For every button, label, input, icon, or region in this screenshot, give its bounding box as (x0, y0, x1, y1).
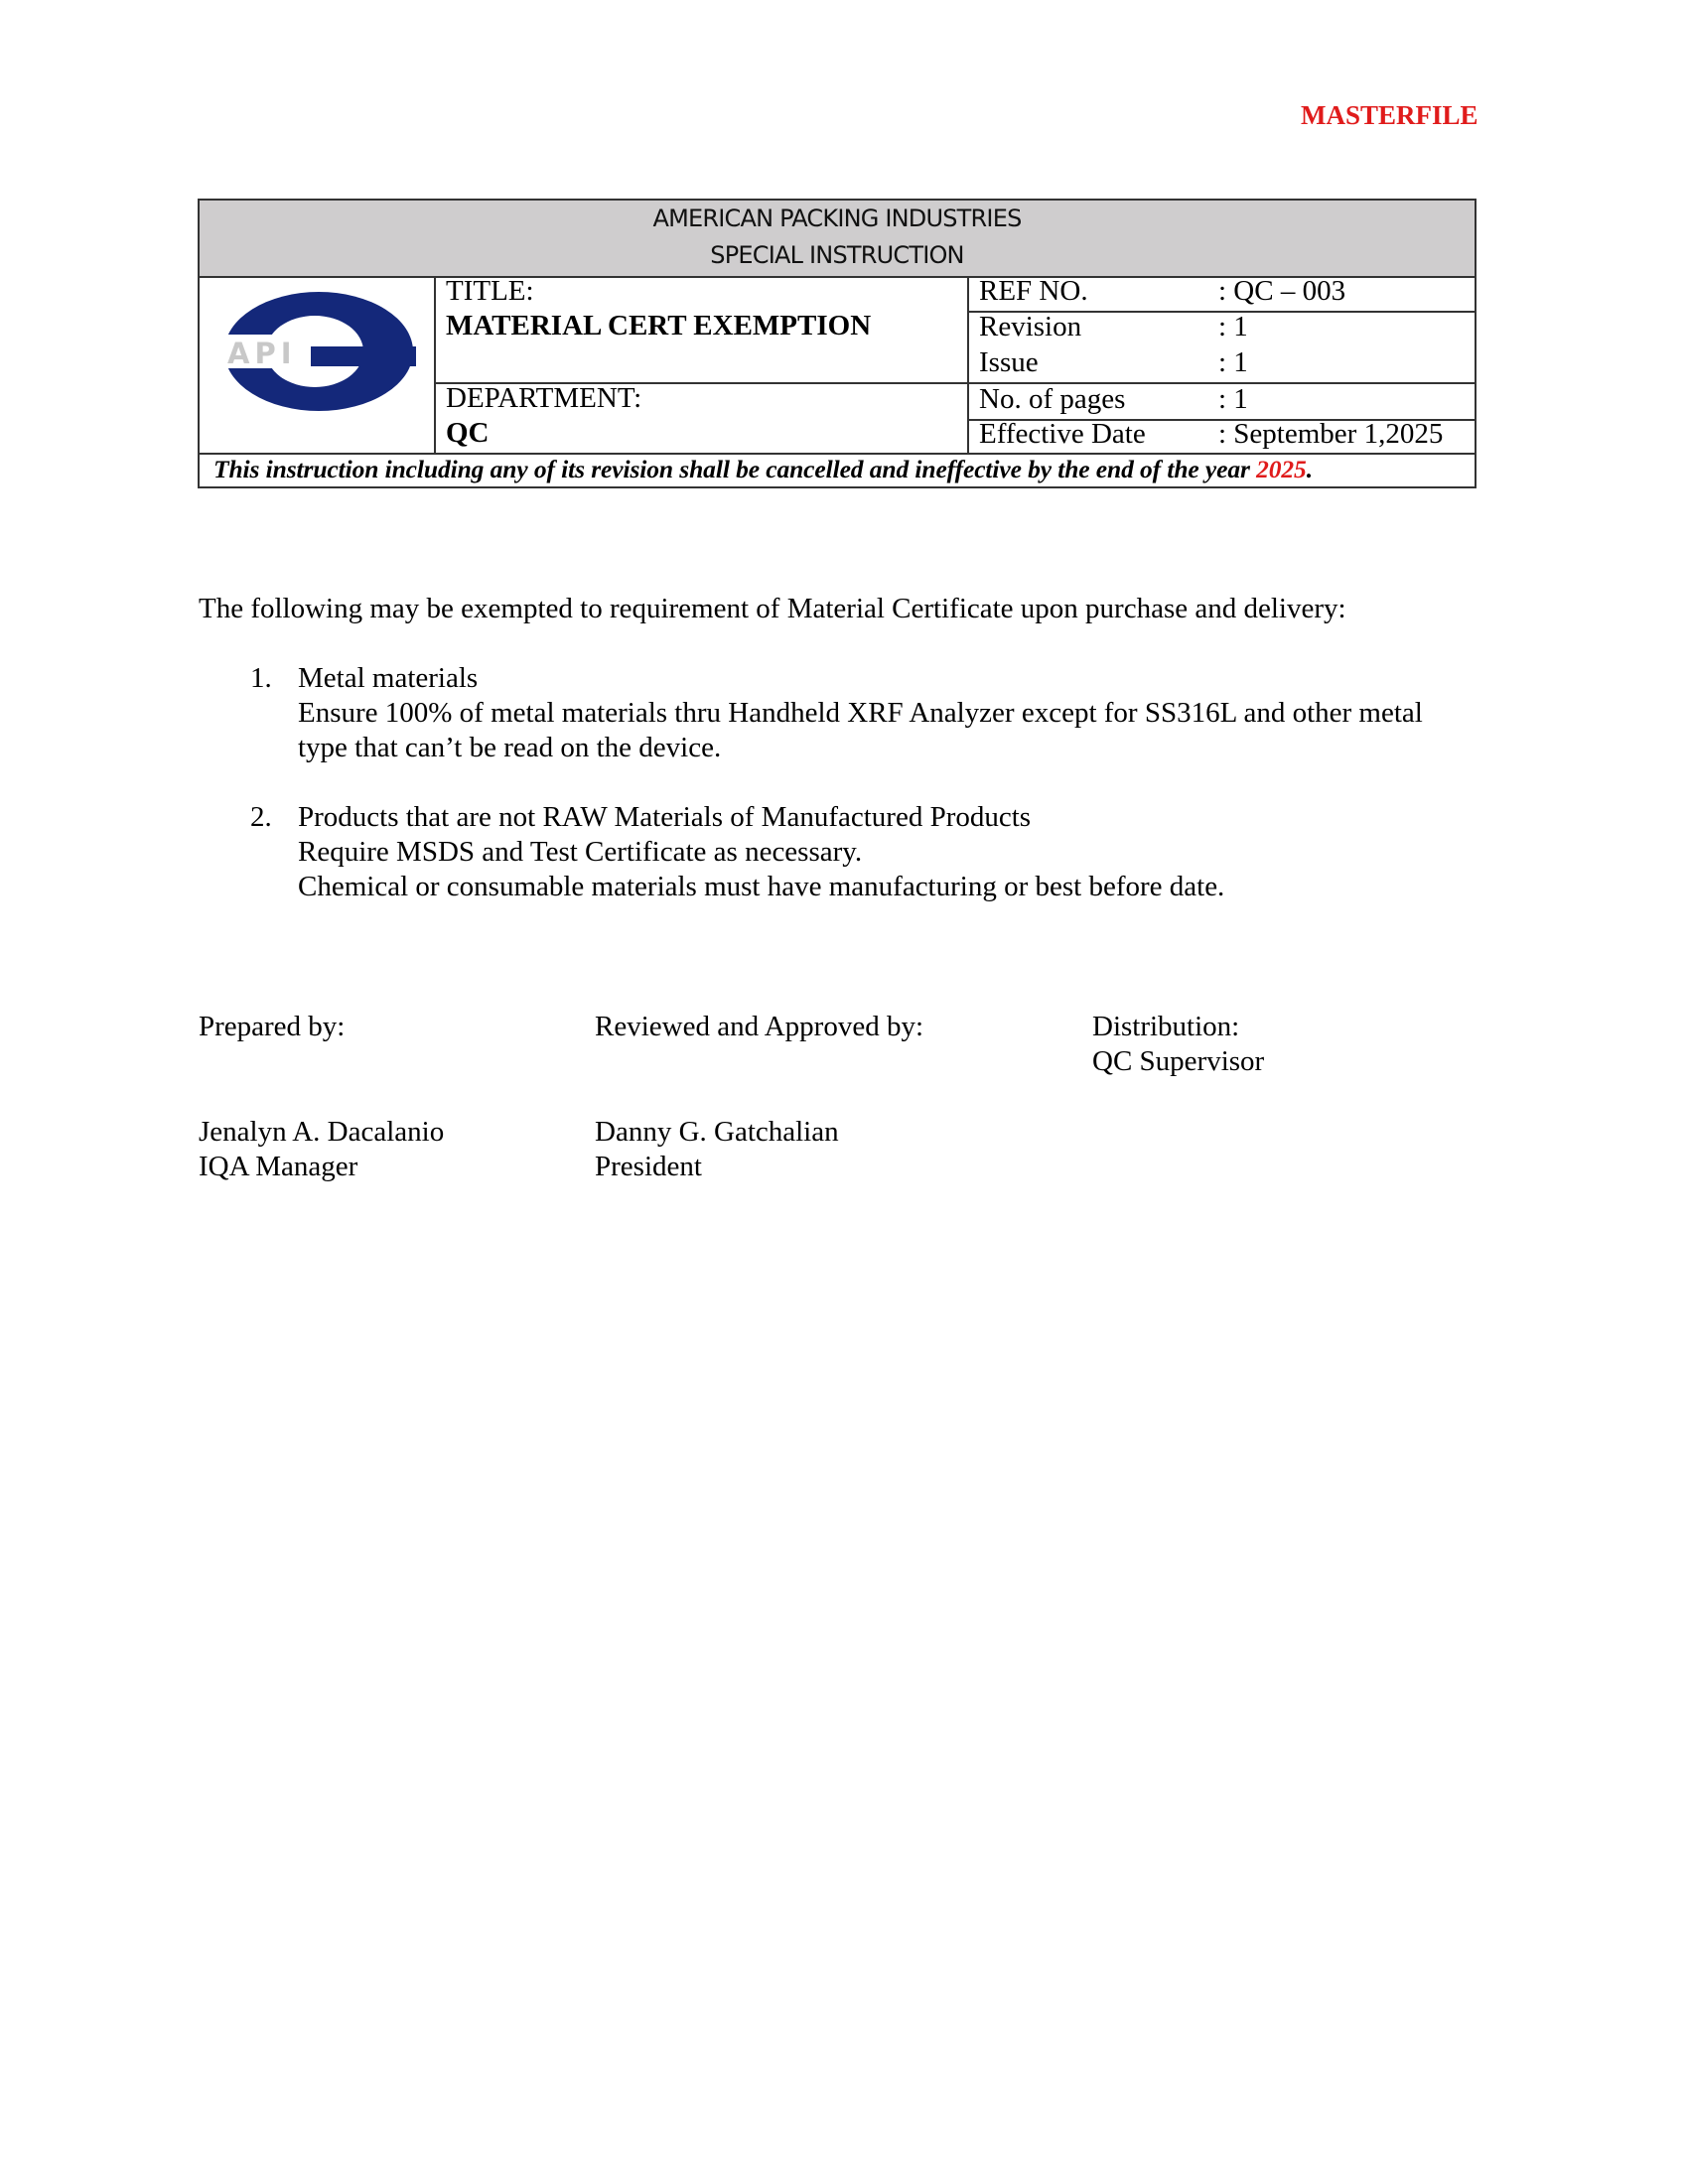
prepared-by-label: Prepared by: (199, 1011, 346, 1042)
reviewed-by-role: President (595, 1151, 702, 1182)
list-item-number: 1. (250, 662, 272, 694)
masterfile-stamp: MASTERFILE (1301, 100, 1478, 130)
department-label: DEPARTMENT: (446, 382, 642, 414)
field-label-ref-no: REF NO. (979, 275, 1088, 307)
validity-note (213, 455, 1313, 484)
field-value-pages: : 1 (1218, 383, 1248, 415)
reviewed-by-label: Reviewed and Approved by: (595, 1011, 924, 1042)
list-item-line: Chemical or consumable materials must have manufacturing or best before date. (298, 871, 1225, 902)
prepared-by-role: IQA Manager (199, 1151, 358, 1182)
validity-note-text: This instruction including any of its revision shall be cancelled and ineffective by the end of the year (213, 455, 1257, 483)
list-item-line: Require MSDS and Test Certificate as necessary. (298, 836, 863, 868)
divider (967, 276, 969, 455)
distribution-value: QC Supervisor (1092, 1045, 1265, 1077)
title-value: MATERIAL CERT EXEMPTION (446, 310, 872, 341)
department-value: QC (446, 417, 490, 449)
field-label-issue: Issue (979, 346, 1039, 378)
logo-g-crossbar (311, 346, 416, 366)
field-value-ref-no: : QC – 003 (1218, 275, 1346, 307)
list-item-number: 2. (250, 801, 272, 833)
company-name: AMERICAN PACKING INDUSTRIES (652, 205, 1022, 232)
divider (434, 276, 436, 455)
field-label-revision: Revision (979, 311, 1082, 342)
api-logo-icon (221, 290, 416, 415)
list-item-heading: Metal materials (298, 662, 479, 694)
list-item-line: Ensure 100% of metal materials thru Handheld XRF Analyzer except for SS316L and other metal (298, 697, 1423, 729)
list-item-line: type that can’t be read on the device. (298, 732, 722, 763)
header-band (200, 201, 1475, 278)
reviewed-by-name: Danny G. Gatchalian (595, 1116, 839, 1148)
intro-paragraph: The following may be exempted to requirement of Material Certificate upon purchase and delivery: (199, 593, 1346, 624)
field-label-effective-date: Effective Date (979, 418, 1146, 450)
title-label: TITLE: (446, 275, 534, 307)
field-value-issue: : 1 (1218, 346, 1248, 378)
distribution-label: Distribution: (1092, 1011, 1240, 1042)
logo-text: API (227, 337, 297, 370)
prepared-by-name: Jenalyn A. Dacalanio (199, 1116, 445, 1148)
validity-end: . (1306, 455, 1313, 483)
field-value-revision: : 1 (1218, 311, 1248, 342)
document-type: SPECIAL INSTRUCTION (710, 241, 964, 269)
document-header-table (198, 199, 1477, 488)
list-item-heading: Products that are not RAW Materials of Manufactured Products (298, 801, 1032, 833)
validity-year: 2025 (1256, 455, 1307, 483)
field-value-effective-date: : September 1,2025 (1218, 418, 1444, 450)
field-label-pages: No. of pages (979, 383, 1126, 415)
